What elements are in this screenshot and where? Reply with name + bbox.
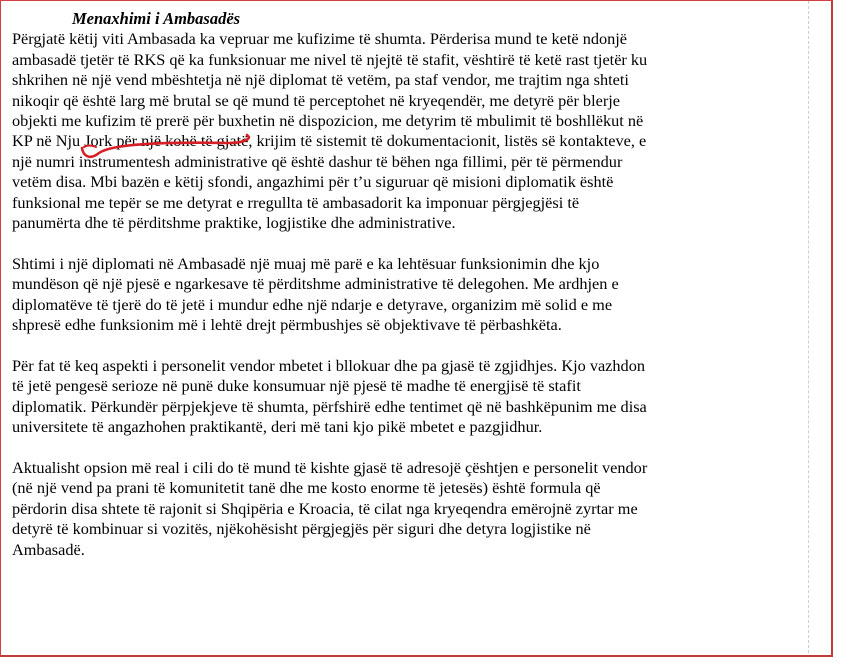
section-heading: Menaxhimi i Ambasadës (72, 9, 241, 28)
document-body (12, 9, 802, 580)
margin-guide (808, 1, 809, 657)
text-line: ambasadë tjetër të RKS që ka funksionuar me nivel të njejtë të stafit, vështirë të ketë rast tjetër ku (12, 49, 648, 69)
text-line: diplomatik. Përkundër përpjekjeve të shumta, përfshirë edhe tentimet që në bashkëpunim me disa (12, 396, 647, 416)
paragraph-3 (12, 356, 802, 438)
text-line: Për fat të keq aspekti i personelit vendor mbetet i bllokuar dhe pa gjasë të zgjidhjes. Kjo vazhdon (12, 355, 645, 375)
text-line: shkrihen në një vend mbështetja në një diplomat të vetëm, pa staf vendor, me trajtim nga shteti (12, 70, 629, 90)
text-line: shpresë edhe funksionim më i lehtë drejt përmbushjes së objektivave të përbashkëta. (12, 315, 562, 335)
text-line: të jetë pengesë serioze në punë duke konsumuar një pjesë të madhe të energjisë të stafit (12, 376, 581, 396)
text-line: Shtimi i një diplomati në Ambasadë një muaj më parë e ka lehtësuar funksionimin dhe kjo (12, 253, 600, 273)
text-line: objekti me kufizim të prerë për buxhetin në dispozicion, me detyrim të mbulimit të boshllëkut në (12, 111, 644, 131)
text-line: vetëm disa. Mbi bazën e këtij sfondi, angazhimi për t’u siguruar që misioni diplomatik është (12, 172, 614, 192)
text-line: Ambasadë. (12, 539, 85, 559)
paragraph-4 (12, 458, 802, 560)
text-line: përdorin disa shtete të rajonit si Shqipëria e Kroacia, të cilat nga kryeqendra emërojnë zyrtar me (12, 498, 638, 518)
paragraph-1 (12, 29, 802, 233)
text-line: funksional me tepër se me detyrat e rregullta të ambasadorit ka imponuar përgjegjësi të (12, 192, 580, 212)
text-line: (në një vend pa prani të komunitetit tanë dhe me kosto enorme të jetesës) është formula që (12, 478, 601, 498)
text-line: universitete të angazhohen praktikantë, deri më tani kjo pikë mbetet e pazgjidhur. (12, 417, 543, 437)
text-line: Përgjatë këtij viti Ambasada ka vepruar me kufizime të shumta. Përderisa mund te ketë ndonjë (12, 29, 628, 49)
text-line: KP në Nju Jork për një kohë të gjatë, krijim të sistemit të dokumentacionit, listës së kontakteve, e (12, 131, 647, 151)
paragraph-2 (12, 254, 802, 336)
text-line: panumërta dhe të përditshme praktike, logjistike dhe administrative. (12, 213, 456, 233)
text-line: Aktualisht opsion më real i cili do të mund të kishte gjasë të adresojë çështjen e personelit vendor (12, 457, 648, 477)
text-line: mundëson që një pjesë e ngarkesave të përditshme administrative të delegohen. Me ardhjen e (12, 274, 619, 294)
text-line: detyrë të kombinuar si vozitës, njëkohësisht përgjegjës për siguri dhe detyra logjistike në (12, 519, 591, 539)
text-line: nikoqir që është larg më brutal se që mund të perceptohet në kryeqendër, me detyrë për blerje (12, 90, 620, 110)
text-line: një numri instrumentesh administrative që është dashur të bëhen nga fillimi, për të përmendur (12, 151, 623, 171)
text-line: diplomatëve të tjerë do të jetë i mundur edhe një ndarje e detyrave, organizim më solid e me (12, 294, 613, 314)
